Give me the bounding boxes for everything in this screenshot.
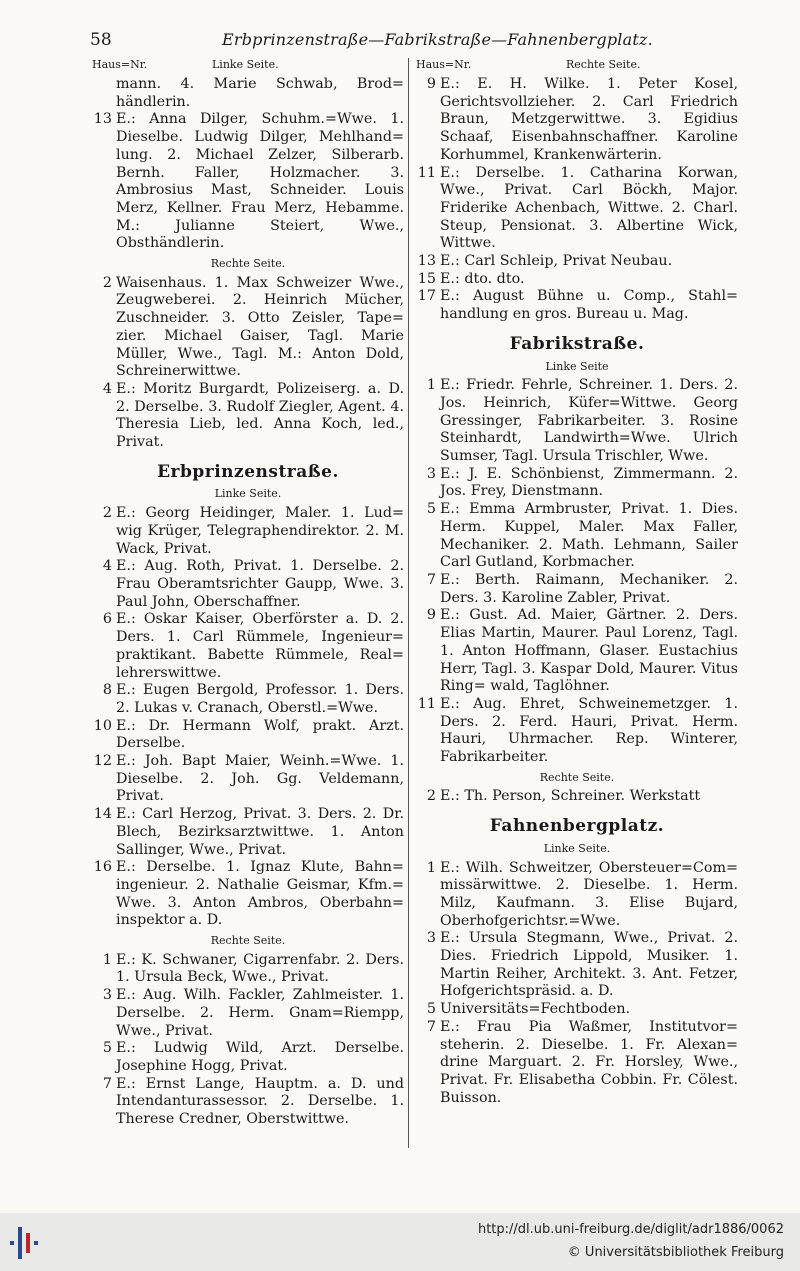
directory-entry <box>416 377 738 466</box>
directory-entry <box>92 952 404 987</box>
viewer-footer <box>0 1213 800 1271</box>
directory-entry <box>92 381 404 452</box>
directory-entry <box>92 806 404 859</box>
house-number: 7 <box>426 1018 436 1035</box>
left-column <box>92 76 404 1129</box>
house-number: 3 <box>426 465 436 482</box>
side-label: Rechte Seite. <box>210 934 286 948</box>
entry-text: E.: Emma Armbruster, Privat. 1. Dies. Herm. Kuppel, Maler. Max Faller, Mechaniker. 2. Math. Lehmann, Sailer Carl Gutland, Korbmacher. <box>440 501 738 571</box>
house-number: 4 <box>102 380 112 397</box>
entry-text: E.: Moritz Burgardt, Polizeiserg. a. D. 2. Derselbe. 3. Rudolf Ziegler, Agent. 4. Theresia Lieb, led. Anna Koch, led., Privat. <box>116 380 404 451</box>
page-number: 58 <box>90 30 112 50</box>
house-number: 10 <box>93 717 112 734</box>
entry-text: E.: Wilh. Schweitzer, Obersteuer=Com= missärwittwe. 2. Dieselbe. 1. Herm. Milz, Kaufmann. 3. Elise Bujard, Oberhofgerichtsr.=Wwe. <box>440 859 738 929</box>
directory-entry <box>416 572 738 607</box>
house-number: 3 <box>426 930 436 947</box>
entry-text: E.: Ursula Stegmann, Wwe., Privat. 2. Dies. Friedrich Lippold, Musiker. 1. Martin Reiher, Architekt. 3. Ant. Fetzer, Hofgerichtspräsid. a. D. <box>440 930 738 1000</box>
directory-entry <box>92 1040 404 1075</box>
directory-entry <box>92 1076 404 1129</box>
directory-entry <box>92 505 404 558</box>
directory-entry <box>92 682 404 717</box>
house-number: 16 <box>93 859 112 876</box>
entry-text: E.: dto. dto. <box>440 270 525 287</box>
entry-text: E.: Berth. Raimann, Mechaniker. 2. Ders. 3. Karoline Zabler, Privat. <box>440 571 738 606</box>
directory-entry <box>416 271 738 289</box>
entry-text: E.: Ernst Lange, Hauptm. a. D. und Intendanturassessor. 2. Derselbe. 1. Therese Credner, Oberstwittwe. <box>116 1075 404 1128</box>
entry-text: E.: Th. Person, Schreiner. Werkstatt <box>440 788 701 805</box>
directory-entry <box>416 788 738 806</box>
directory-entry <box>92 611 404 682</box>
house-number: 4 <box>102 558 112 575</box>
entry-text: E.: K. Schwaner, Cigarrenfabr. 2. Ders. 1. Ursula Beck, Wwe., Privat. <box>116 951 404 986</box>
directory-entry <box>416 860 738 931</box>
directory-entry <box>416 696 738 767</box>
house-number: 17 <box>417 288 436 305</box>
side-label: Linke Seite <box>545 359 609 373</box>
house-number: 7 <box>426 571 436 588</box>
ub-freiburg-logo-icon <box>8 1223 42 1263</box>
document-url-link[interactable]: http://dl.ub.uni-freiburg.de/diglit/adr1886/0062 <box>477 1222 784 1237</box>
house-number-label: Haus=Nr. <box>416 58 472 71</box>
street-heading: Erbprinzenstraße. <box>157 461 339 482</box>
house-number: 11 <box>417 695 436 712</box>
side-label: Linke Seite. <box>214 487 282 501</box>
house-number: 1 <box>102 951 112 968</box>
directory-entry <box>416 1019 738 1108</box>
house-number: 11 <box>417 164 436 181</box>
house-number: 14 <box>93 806 112 823</box>
house-number: 9 <box>426 607 436 624</box>
house-number: 2 <box>426 788 436 805</box>
entry-text: mann. 4. Marie Schwab, Brod= händlerin. <box>116 76 404 110</box>
house-number: 3 <box>102 987 112 1004</box>
copyright-notice: © Universitätsbibliothek Freiburg <box>567 1245 784 1260</box>
entry-text: E.: Gust. Ad. Maier, Gärtner. 2. Ders. Elias Martin, Maurer. Paul Lorenz, Tagl. 1. Anton Hoffmann, Glaser. Eustachius Herr, Tagl. 3. Kaspar Dold, Maurer. Vitus Ring= wald, Taglöhner. <box>440 607 738 695</box>
house-number <box>92 76 116 111</box>
entry-text: E.: Aug. Ehret, Schweinemetzger. 1. Ders. 2. Ferd. Hauri, Privat. Herm. Hauri, Uhrmacher. Rep. Winterer, Fabrikarbeiter. <box>440 695 738 766</box>
entry-text: E.: J. E. Schönbienst, Zimmermann. 2. Jos. Frey, Dienstmann. <box>440 465 738 500</box>
entry-text: E.: Georg Heidinger, Maler. 1. Lud= wig Krüger, Telegraphendirektor. 2. M. Wack, Privat. <box>116 505 404 557</box>
right-column-header <box>416 58 738 74</box>
directory-entry <box>416 930 738 1001</box>
house-number: 7 <box>102 1075 112 1092</box>
entry-text: E.: Friedr. Fehrle, Schreiner. 1. Ders. 2. Jos. Heinrich, Küfer=Wittwe. Georg Gressinger, Fabrikarbeiter. 3. Rosine Steinhardt, Landwirth=Wwe. Ulrich Sumser, Tagl. Ursula Trischler, Wwe. <box>440 377 738 465</box>
directory-entry <box>92 76 404 111</box>
left-column-header <box>92 58 404 74</box>
entry-text: E.: Frau Pia Waßmer, Institutvor= steherin. 2. Dieselbe. 1. Fr. Alexan= drine Marguart. 2. Fr. Horsley, Wwe., Privat. Fr. Elisabetha Cobbin. Fr. Cölest. Buisson. <box>440 1018 738 1106</box>
running-title: Erbprinzenstraße—Fabrikstraße—Fahnenbergplatz. <box>222 30 653 49</box>
directory-entry <box>416 501 738 572</box>
side-label: Rechte Seite. <box>210 257 286 271</box>
entry-text: E.: Dr. Hermann Wolf, prakt. Arzt. Derselbe. <box>116 717 404 752</box>
directory-entry <box>416 466 738 501</box>
directory-entry <box>416 607 738 696</box>
entry-text: Waisenhaus. 1. Max Schweizer Wwe., Zeugweberei. 2. Heinrich Mücher, Zuschneider. 3. Otto Zeisler, Tape= zier. Michael Gaiser, Tagl. Marie Müller, Wwe., Tagl. M.: Anton Dold, Schreinerwittwe. <box>116 274 404 380</box>
directory-entry <box>416 165 738 254</box>
house-number: 2 <box>102 274 112 291</box>
house-number: 15 <box>417 270 436 287</box>
directory-entry <box>416 288 738 323</box>
side-label: Rechte Seite. <box>539 770 615 784</box>
house-number: 1 <box>426 377 436 394</box>
directory-entry <box>416 1001 738 1019</box>
entry-text: E.: Derselbe. 1. Ignaz Klute, Bahn= ingenieur. 2. Nathalie Geismar, Kfm.= Wwe. 3. Anton Ambros, Oberbahn= inspektor a. D. <box>116 859 404 929</box>
directory-entry <box>92 558 404 611</box>
directory-entry <box>92 275 404 381</box>
house-number: 8 <box>102 682 112 699</box>
directory-entry <box>92 753 404 806</box>
directory-entry <box>92 859 404 930</box>
directory-entry <box>92 718 404 753</box>
street-heading: Fahnenbergplatz. <box>489 816 665 837</box>
entry-text: E.: August Bühne u. Comp., Stahl= handlung en gros. Bureau u. Mag. <box>440 288 738 323</box>
right-column <box>416 76 738 1107</box>
side-label: Rechte Seite. <box>566 58 641 71</box>
entry-text: E.: Joh. Bapt Maier, Weinh.=Wwe. 1. Dieselbe. 2. Joh. Gg. Veldemann, Privat. <box>116 753 404 805</box>
entry-text: E.: Ludwig Wild, Arzt. Derselbe. Josephine Hogg, Privat. <box>116 1040 404 1074</box>
house-number: 12 <box>93 753 112 770</box>
entry-text: E.: Oskar Kaiser, Oberförster a. D. 2. Ders. 1. Carl Rümmele, Ingenieur= praktikant. Babette Rümmele, Real= lehrerswittwe. <box>116 611 404 681</box>
directory-entry <box>416 253 738 271</box>
directory-entry <box>92 987 404 1040</box>
house-number: 1 <box>426 859 436 876</box>
house-number: 9 <box>426 76 436 92</box>
entry-text: E.: Carl Herzog, Privat. 3. Ders. 2. Dr. Blech, Bezirksarztwittwe. 1. Anton Sallinger, Wwe., Privat. <box>116 806 404 858</box>
house-number: 13 <box>417 253 436 270</box>
entry-text: E.: Carl Schleip, Privat Neubau. <box>440 253 673 270</box>
side-label: Linke Seite. <box>212 58 279 71</box>
entry-text: E.: Anna Dilger, Schuhm.=Wwe. 1. Dieselbe. Ludwig Dilger, Mehlhand= lung. 2. Michael Zelzer, Silberarb. Bernh. Faller, Holzmacher. 3. Ambrosius Mast, Schneider. Louis Merz, Kellner. Frau Merz, Hebamme. M.: Julianne Steiert, Wwe., Obsthändlerin. <box>116 111 404 252</box>
house-number: 5 <box>102 1040 112 1057</box>
house-number: 13 <box>93 111 112 128</box>
house-number: 6 <box>102 611 112 628</box>
side-label: Linke Seite. <box>543 841 611 855</box>
entry-text: E.: Aug. Wilh. Fackler, Zahlmeister. 1. Derselbe. 2. Herm. Gnam=Riempp, Wwe., Privat. <box>116 987 404 1039</box>
entry-text: Universitäts=Fechtboden. <box>440 1001 631 1018</box>
house-number-label: Haus=Nr. <box>92 58 148 71</box>
column-divider <box>408 58 409 1148</box>
house-number: 5 <box>426 1001 436 1018</box>
directory-entry <box>92 111 404 253</box>
page-header <box>0 30 800 56</box>
entry-text: E.: E. H. Wilke. 1. Peter Kosel, Gerichtsvollzieher. 2. Carl Friedrich Braun, Metzgerwittwe. 3. Egidius Schaaf, Eisenbahnschaffner. Karoline Korhummel, Krankenwärterin. <box>440 76 738 163</box>
house-number: 5 <box>426 501 436 518</box>
entry-text: E.: Eugen Bergold, Professor. 1. Ders. 2. Lukas v. Cranach, Oberstl.=Wwe. <box>116 682 404 716</box>
directory-entry <box>416 76 738 165</box>
entry-text: E.: Derselbe. 1. Catharina Korwan, Wwe., Privat. Carl Böckh, Major. Friderike Achenbach, Wittwe. 2. Charl. Steup, Pensionat. 3. Albertine Wick, Wittwe. <box>440 164 738 252</box>
street-heading: Fabrikstraße. <box>509 333 645 354</box>
house-number: 2 <box>102 505 112 522</box>
entry-text: E.: Aug. Roth, Privat. 1. Derselbe. 2. Frau Oberamtsrichter Gaupp, Wwe. 3. Paul John, Oberschaffner. <box>116 558 404 610</box>
